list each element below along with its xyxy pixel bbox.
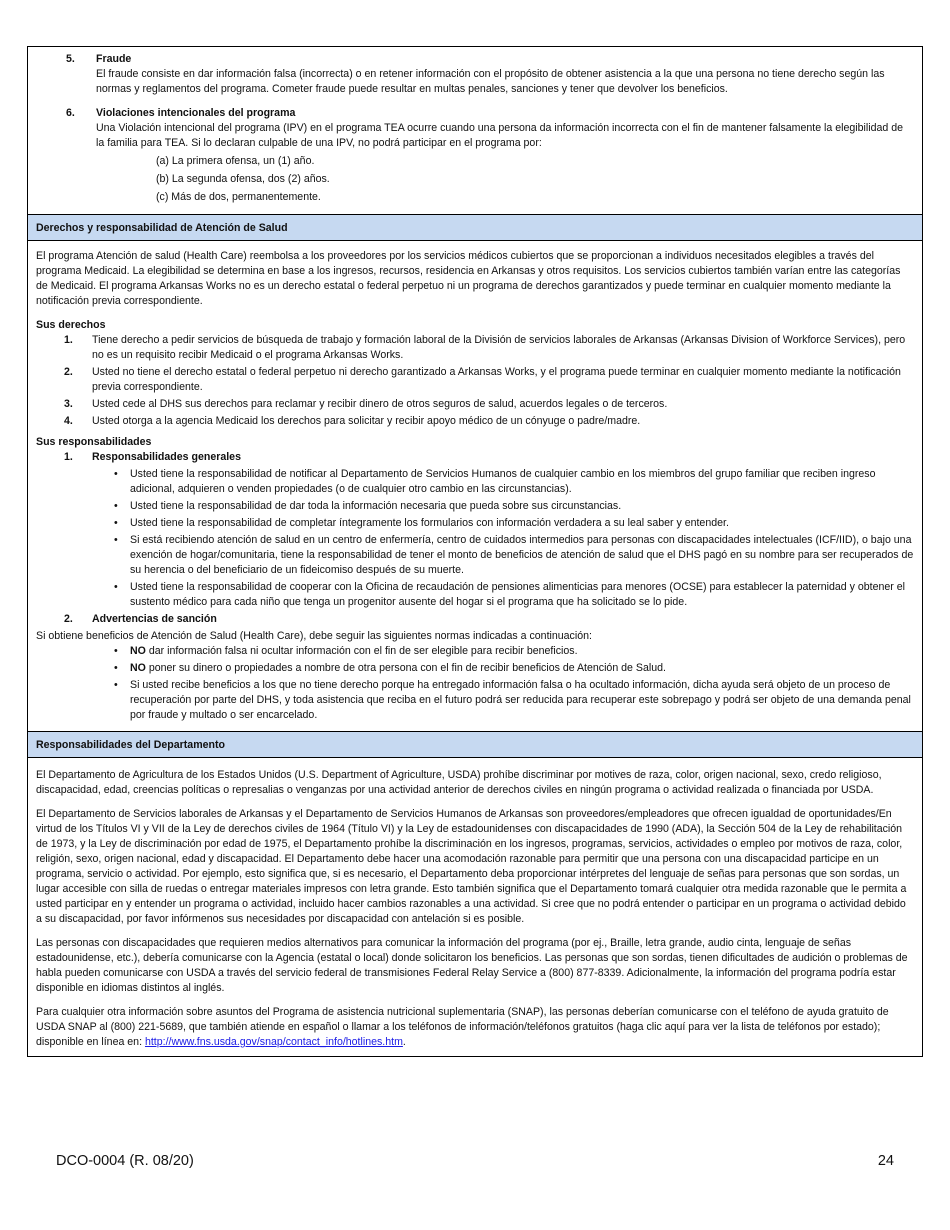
item-text: Tiene derecho a pedir servicios de búsqueda de trabajo y formación laboral de la División de servicios laborales de Arkansas (Arkansas Division of Workforce Services), pero no es un requisito recibir Medicaid o el programa Arkansas Works. (92, 334, 906, 361)
item-text: Usted tiene la responsabilidad de notificar al Departamento de Servicios Humanos de cualquier cambio en los miembros del grupo familiar que reciben ingreso adicional, adquieren o venden propiedades (o de cualquier otro cambio en las circunstancias). (130, 468, 876, 495)
page-footer (56, 1154, 894, 1169)
dept-section (28, 758, 922, 1056)
bullet-icon: • (114, 517, 118, 529)
document-frame (27, 46, 923, 1057)
item-fraude (66, 52, 914, 97)
dept-paragraph: El Departamento de Servicios laborales de Arkansas y el Departamento de Servicios Humanos de Arkansas son proveedores/empleadores que ofrecen igualdad de oportunidades/En virtud de los Títulos VI y VII de la Ley de derechos civiles de 1964 (Título VI) y la Ley de estadounidenses con discapacidades de 1990 (ADA), la Sección 504 de la Ley de rehabilitación de 1973, y la Ley de discriminación por edad de 1975, el Departamento prohíbe la discriminación en los ingresos, programas, servicios, actividades o empleo por motivos de raza, color, religión, sexo, origen nacional, edad y discapacidad. El Departamento debe hacer una acomodación razonable para permitir que una persona con una discapacidad participe en un programa, servicio o actividad. Por ejemplo, esto significa que, si es necesario, el Departamento deba proporcionar intérpretes del lenguaje de señas para personas que son sordas, un lugar accesible con silla de ruedas o entregar materiales impresos con letra grande. Esto también significa que el Departamento tomará cualquier otra medida razonable que le permita a usted participar en y entender un programa o actividad, incluido hacer cambios razonables a una actividad. Si cree que no podrá entender o participar en un programa o actividad debido a su discapacidad, por favor infórmenos sus necesidades por discapacidad con antelación si es posible. (36, 808, 907, 925)
item-text: Usted cede al DHS sus derechos para reclamar y recibir dinero de otros seguros de salud, acuerdos legales o de terceros. (92, 398, 668, 410)
item-text: Usted tiene la responsabilidad de completar íntegramente los formularios con información verdadera a su leal saber y entender. (130, 517, 729, 529)
item-ipv (66, 106, 914, 151)
item-title: Responsabilidades generales (92, 451, 241, 463)
general-list (104, 467, 914, 610)
dept-paragraph: El Departamento de Agricultura de los Estados Unidos (U.S. Department of Agriculture, USDA) prohíbe discriminar por motives de raza, color, origen nacional, sexo, credo religioso, discapacidad, edad, creencias políticas o represalias o venganzas por una actividad anterior de derechos civiles en ningún programa o actividad realizada o financiada por USDA. (36, 769, 882, 796)
rights-item (64, 365, 914, 395)
form-code: DCO-0004 (R. 08/20) (56, 1153, 194, 1169)
dept-paragraph: Las personas con discapacidades que requieren medios alternativos para comunicar la información del programa (por ej., Braille, letra grande, audio cinta, lenguaje de señas estadounidense, etc.), debería comunicarse con la Agencia (estatal o local) donde solicitaron los beneficios. Las personas que son sordas, tienen dificultades de audición o problemas de habla pueden comunicarse con USDA a través del servicio federal de transmisiones Federal Relay Service a (800) 877-8339. Adicionalmente, la información del programa podría estar disponible en idiomas distintos al inglés. (36, 937, 908, 994)
bullet-item (104, 533, 914, 578)
page-number: 24 (877, 1153, 894, 1169)
bullet-item (104, 580, 914, 610)
bullet-item (104, 661, 914, 676)
item-number: 6. (66, 107, 75, 119)
rights-item (64, 333, 914, 363)
item-title: Fraude (96, 53, 132, 65)
bullet-item (104, 516, 914, 531)
item-text: Usted otorga a la agencia Medicaid los derechos para solicitar y recibir apoyo médico de un cónyuge o padre/madre. (92, 415, 641, 427)
bullet-item (104, 499, 914, 514)
item-text: Usted tiene la responsabilidad de cooperar con la Oficina de recaudación de pensiones alimenticias para menores (OCSE) para establecer la paternidad y obtener el sustento médico para cada niño que tenga un progenitor ausente del hogar si el programa que ha solicitado se lo pide. (130, 581, 905, 608)
rights-item (64, 414, 914, 429)
health-section (28, 241, 922, 731)
item-text: Usted tiene la responsabilidad de dar toda la información necesaria que pueda sobre sus circunstancias. (130, 500, 622, 512)
paragraph-end: . (402, 1036, 406, 1048)
top-section (28, 47, 922, 214)
health-section-header: Derechos y responsabilidad de Atención de Salud (28, 214, 922, 241)
item-text: Si usted recibe beneficios a los que no tiene derecho porque ha entregado información falsa o ha ocultado información, dicha ayuda será objeto de un proceso de recuperación por parte del DHS, y toda asistencia que reciba en el futuro podrá ser reducida para recuperar este sobrepago y podrá ser objeto de una demanda penal por fraude y multado o ser encarcelado. (130, 679, 911, 721)
no-label: NO (130, 662, 146, 674)
item-text: Una Violación intencional del programa (IPV) en el programa TEA ocurre cuando una persona da información incorrecta con el fin de mantener falsamente la elegibilidad de la familia para TEA. Si lo declaran culpable de una IPV, no podrá participar en el programa por: (96, 122, 903, 149)
item-number: 4. (64, 415, 73, 427)
penalty-item: (b) La segunda ofensa, dos (2) años. (156, 173, 330, 185)
bullet-icon: • (114, 500, 118, 512)
item-number: 1. (64, 451, 73, 463)
penalty-list (156, 154, 914, 205)
rights-list (64, 333, 914, 429)
item-text: Usted no tiene el derecho estatal o federal perpetuo ni derecho garantizado a Arkansas Works, y el programa puede terminar en cualquier momento mediante la notificación previa correspondiente. (92, 366, 901, 393)
item-number: 3. (64, 398, 73, 410)
responsibilities-label: Sus responsabilidades (36, 436, 152, 448)
penalty-item: (a) La primera ofensa, un (1) año. (156, 155, 315, 167)
rights-item (64, 397, 914, 412)
item-number: 2. (64, 613, 73, 625)
paragraph-text: Para cualquier otra información sobre asuntos del Programa de asistencia nutricional suplementaria (SNAP), las personas deberían comunicarse con el teléfono de ayuda gratuito de USDA SNAP al (800) 221-5689, que también atiende en español o llamar a los teléfonos de información/teléfonos gratuitos (haga clic aquí para ver la lista de teléfonos por estado); disponible en línea en: (36, 1006, 889, 1048)
item-title: Violaciones intencionales del programa (96, 107, 296, 119)
bullet-icon: • (114, 534, 118, 546)
item-text: dar información falsa ni ocultar información con el fin de ser elegible para recibir beneficios. (145, 645, 578, 657)
bullet-icon: • (114, 645, 118, 657)
item-number: 5. (66, 53, 75, 65)
bullet-icon: • (114, 679, 118, 691)
penalty-item: (c) Más de dos, permanentemente. (156, 191, 321, 203)
bullet-item (104, 644, 914, 659)
hotlines-link[interactable]: http://www.fns.usda.gov/snap/contact_info/hotlines.htm (144, 1036, 403, 1048)
general-heading (64, 450, 914, 465)
general-title-row (64, 450, 914, 465)
bullet-icon: • (114, 581, 118, 593)
item-number: 2. (64, 366, 73, 378)
sanction-intro: Si obtiene beneficios de Atención de Salud (Health Care), debe seguir las siguientes normas indicadas a continuación: (36, 630, 592, 642)
item-text: El fraude consiste en dar información falsa (incorrecta) o en retener información con el propósito de obtener asistencia a la que una persona no tiene derecho según las normas y reglamentos del programa. Cometer fraude puede resultar en multas penales, sanciones y tener que devolver los beneficios. (96, 68, 885, 95)
item-number: 1. (64, 334, 73, 346)
dept-section-header: Responsabilidades del Departamento (28, 731, 922, 758)
sanction-list (104, 644, 914, 723)
bullet-icon: • (114, 662, 118, 674)
rights-label: Sus derechos (36, 319, 106, 331)
bullet-icon: • (114, 468, 118, 480)
no-label: NO (130, 645, 146, 657)
item-text: Si está recibiendo atención de salud en un centro de enfermería, centro de cuidados intermedios para personas con discapacidades intelectuales (ICF/IID), o bajo una exención de hogar/comunitaria, tiene la responsabilidad de tener el monto de beneficios de atención de salud que el DHS pagó en su nombre para ser recuperados de su herencia o del beneficiario de un fideicomiso después de su muerte. (130, 534, 914, 576)
bullet-item (104, 467, 914, 497)
health-intro: El programa Atención de salud (Health Care) reembolsa a los proveedores por los servicios médicos cubiertos que se proporcionan a individuos necesitados elegibles a través del programa Medicaid. La elegibilidad se determina en base a los ingresos, recursos, residencia en Arkansas y otros requisitos. Los servicios cubiertos también varían entre las categorías de Medicaid. El programa Arkansas Works no es un derecho estatal o federal perpetuo ni un programa de derechos garantizados y puede terminar en cualquier momento mediante la notificación previa correspondiente. (36, 250, 901, 307)
bullet-item (104, 678, 914, 723)
sanction-title-row (64, 612, 914, 627)
item-text: poner su dinero o propiedades a nombre de otra persona con el fin de recibir beneficios de Atención de Salud. (145, 662, 666, 674)
item-title: Advertencias de sanción (92, 613, 217, 625)
dept-paragraph (36, 1005, 914, 1050)
sanction-heading (64, 612, 914, 627)
